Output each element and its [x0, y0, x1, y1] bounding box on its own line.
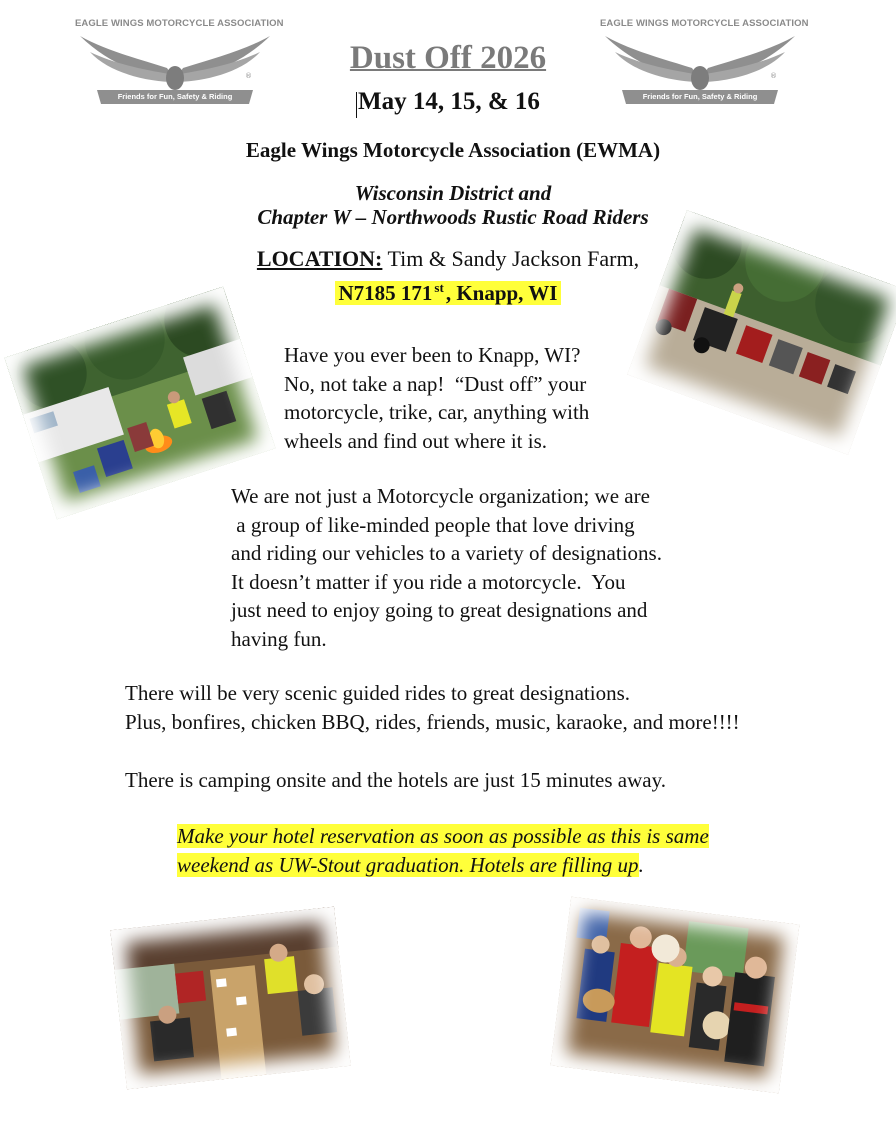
group-dining-photo	[110, 907, 350, 1090]
location-venue: Tim & Sandy Jackson Farm,	[382, 246, 640, 271]
logo-association-text: EAGLE WINGS MOTORCYCLE ASSOCIATION	[75, 18, 284, 29]
svg-text:®: ®	[245, 72, 252, 80]
district-line-2: Chapter W – Northwoods Rustic Road Riders	[257, 205, 649, 229]
hotel-note-line-1: Make your hotel reservation as soon as possible as this is same	[177, 824, 709, 848]
location-label: LOCATION:	[256, 246, 383, 271]
hotel-note-line-2: weekend as UW-Stout graduation. Hotels are filling up	[177, 852, 639, 877]
organization-name: Eagle Wings Motorcycle Association (EWMA)	[245, 138, 661, 162]
district-chapter	[0, 181, 896, 229]
district-line-1: Wisconsin District and	[354, 181, 552, 205]
svg-text:®: ®	[770, 72, 777, 80]
event-dates: May 14, 15, & 16	[358, 88, 540, 115]
group-with-guitar-photo	[550, 897, 799, 1094]
event-title: Dust Off 2026	[349, 40, 547, 76]
activities-paragraph: There will be very scenic guided rides to great designations. Plus, bonfires, chicken BBQ, rides, friends, music, karaoke, and more!!!!	[125, 681, 740, 734]
about-paragraph: We are not just a Motorcycle organization; we are a group of like-minded people that love driving and riding our vehicles to a variety of designations. It doesn’t matter if you ride a motorcycle. You just need to enjoy going to great designations and having fun.	[231, 484, 662, 651]
intro-paragraph: Have you ever been to Knapp, WI? No, not take a nap! “Dust off” your motorcycle, trike, car, anything with wheels and find out where it is.	[284, 343, 590, 453]
location-address: N7185 171 $^{st}$, Knapp, WI	[0, 280, 896, 306]
hotel-note: Make your hotel reservation as soon as possible as this is same weekend as UW-Stout graduation. Hotels are filling up.	[177, 824, 709, 877]
logo-ribbon-text: Friends for Fun, Safety & Riding	[642, 92, 758, 101]
logo-association-text: EAGLE WINGS MOTORCYCLE ASSOCIATION	[600, 18, 809, 29]
logo-ribbon-text: Friends for Fun, Safety & Riding	[117, 92, 233, 101]
camping-paragraph: There is camping onsite and the hotels are just 15 minutes away.	[125, 768, 666, 792]
